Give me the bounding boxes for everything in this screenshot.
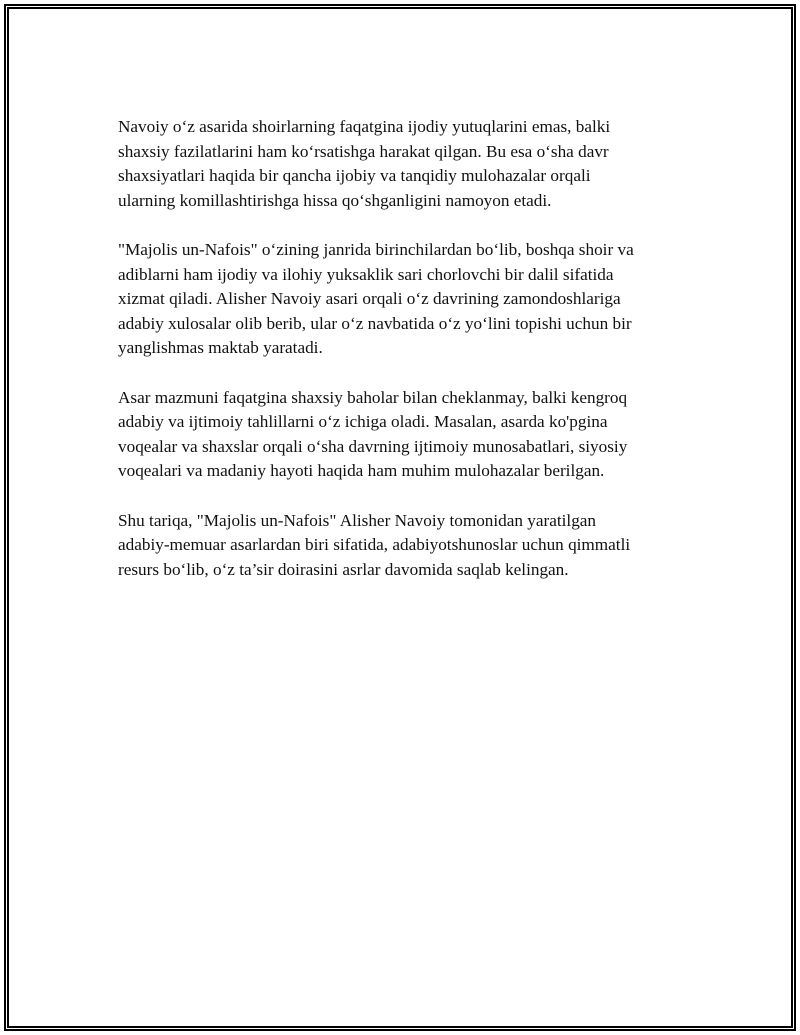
document-body bbox=[118, 115, 683, 607]
paragraph-1: Navoiy o‘z asarida shoirlarning faqatgina ijodiy yutuqlarini emas, balki shaxsiy fazilatlarini ham ko‘rsatishga harakat qilgan. Bu esa o‘sha davr shaxsiyatlari haqida bir qancha ijobiy va tanqidiy mulohazalar orqali ularning komillashtirishga hissa qo‘shganligini namoyon etadi. bbox=[118, 117, 611, 210]
paragraph-4: Shu tariqa, "Majolis un-Nafois" Alisher Navoiy tomonidan yaratilgan adabiy-memuar asarlardan biri sifatida, adabiyotshunoslar uchun qimmatli resurs bo‘lib, o‘z ta’sir doirasini asrlar davomida saqlab kelingan. bbox=[118, 510, 631, 579]
paragraph-3: Asar mazmuni faqatgina shaxsiy baholar bilan cheklanmay, balki kengroq adabiy va ijtimoiy tahlillarni o‘z ichiga oladi. Masalan, asarda ko'pgina voqealar va shaxslar orqali o‘sha davrning ijtimoiy munosabatlari, siyosiy voqealari va madaniy hayoti haqida ham muhim mulohazalar berilgan. bbox=[118, 387, 628, 481]
paragraph-2: "Majolis un-Nafois" o‘zining janrida birinchilardan bo‘lib, boshqa shoir va adiblarni ham ijodiy va ilohiy yuksaklik sari chorlovchi bir dalil sifatida xizmat qiladi. Alisher Navoiy asari orqali o‘z davrining zamondoshlariga adabiy xulosalar olib berib, ular o‘z navbatida o‘z yo‘lini topishi uchun bir yanglishmas maktab yaratadi. bbox=[118, 239, 634, 358]
